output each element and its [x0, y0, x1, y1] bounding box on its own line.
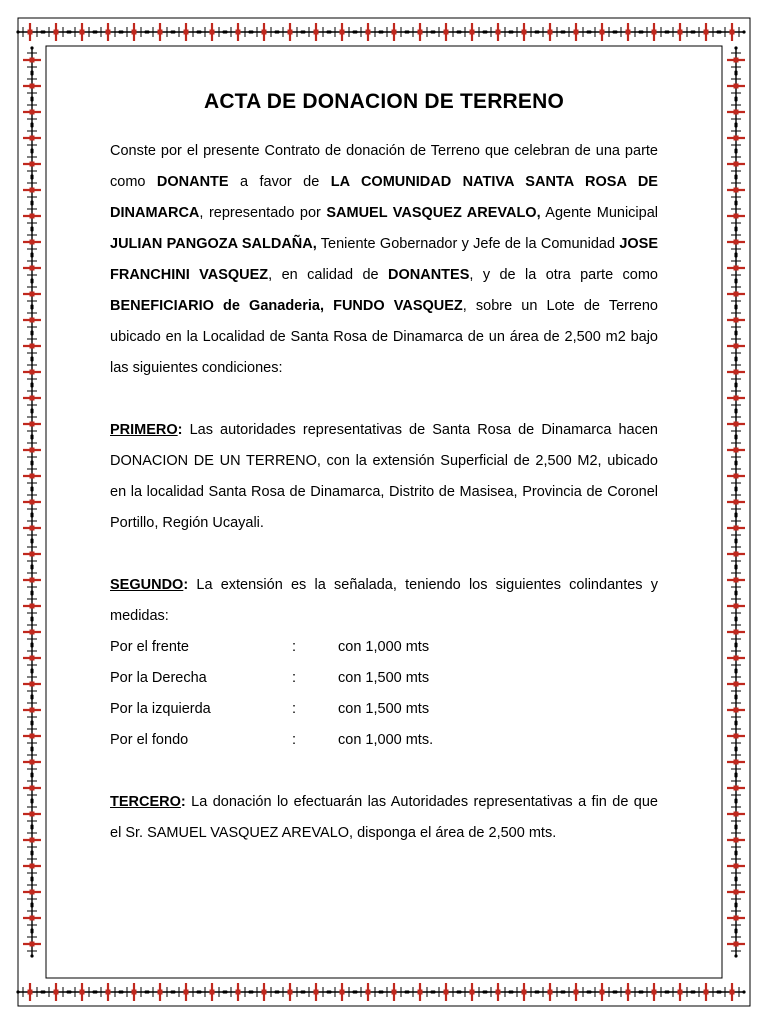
- cross-ornament-icon: [224, 23, 251, 41]
- cross-ornament-icon: [614, 23, 641, 41]
- cross-ornament-icon: [727, 670, 745, 697]
- measure-row: [110, 725, 658, 756]
- cross-ornament-icon: [23, 592, 41, 619]
- cross-ornament-icon: [727, 228, 745, 255]
- cross-ornament-icon: [727, 644, 745, 671]
- measure-side: Por la izquierda: [110, 701, 211, 717]
- cross-ornament-icon: [302, 23, 329, 41]
- cross-ornament-icon: [727, 930, 745, 957]
- cross-ornament-icon: [406, 983, 433, 1001]
- cross-ornament-icon: [302, 983, 329, 1001]
- clause-heading: PRIMERO: [110, 422, 178, 438]
- cross-ornament-icon: [23, 618, 41, 645]
- cross-ornament-icon: [146, 23, 173, 41]
- representative-name: SAMUEL VASQUEZ AREVALO,: [326, 205, 541, 221]
- cross-ornament-icon: [692, 983, 719, 1001]
- cross-ornament-icon: [23, 254, 41, 281]
- cross-ornament-icon: [23, 696, 41, 723]
- measure-value: con 1,000 mts: [338, 639, 430, 655]
- cross-ornament-icon: [42, 983, 69, 1001]
- cross-ornament-icon: [727, 540, 745, 567]
- cross-ornament-icon: [23, 124, 41, 151]
- cross-ornament-icon: [23, 72, 41, 99]
- measure-side: Por la Derecha: [110, 670, 207, 686]
- cross-ornament-icon: [432, 23, 459, 41]
- document-title: ACTA DE DONACION DE TERRENO: [203, 90, 565, 113]
- document-page: [52, 52, 716, 972]
- cross-ornament-icon: [23, 306, 41, 333]
- cross-ornament-icon: [16, 983, 43, 1001]
- cross-ornament-icon: [276, 23, 303, 41]
- measure-separator: :: [292, 732, 297, 748]
- cross-ornament-icon: [23, 436, 41, 463]
- cross-ornament-icon: [727, 904, 745, 931]
- cross-ornament-icon: [588, 23, 615, 41]
- clause-segundo: SEGUNDO: La extensión es la señalada, teniendo los siguientes colindantes y medidas:: [110, 577, 658, 624]
- clause-heading: TERCERO: [110, 794, 181, 810]
- cross-ornament-icon: [666, 983, 693, 1001]
- cross-ornament-icon: [614, 983, 641, 1001]
- cross-ornament-icon: [94, 983, 121, 1001]
- cross-ornament-icon: [718, 983, 745, 1001]
- cross-ornament-icon: [562, 983, 589, 1001]
- cross-ornament-icon: [727, 332, 745, 359]
- cross-ornament-icon: [727, 722, 745, 749]
- cross-ornament-icon: [68, 23, 95, 41]
- beneficiary-name: BENEFICIARIO de Ganaderia, FUNDO VASQUEZ: [110, 298, 463, 314]
- cross-ornament-icon: [23, 202, 41, 229]
- community-name: LA COMUNIDAD NATIVA SANTA ROSA DE DINAMARCA: [110, 174, 658, 221]
- cross-ornament-icon: [458, 23, 485, 41]
- cross-ornament-icon: [23, 852, 41, 879]
- agent-name: JULIAN PANGOZA SALDAÑA,: [110, 236, 317, 252]
- cross-ornament-icon: [23, 46, 41, 73]
- cross-ornament-icon: [23, 878, 41, 905]
- cross-ornament-icon: [727, 46, 745, 73]
- cross-ornament-icon: [328, 983, 355, 1001]
- cross-ornament-icon: [727, 436, 745, 463]
- cross-ornament-icon: [640, 983, 667, 1001]
- cross-ornament-icon: [23, 644, 41, 671]
- cross-ornament-icon: [23, 228, 41, 255]
- cross-ornament-icon: [354, 983, 381, 1001]
- cross-ornament-icon: [23, 358, 41, 385]
- cross-ornament-icon: [23, 332, 41, 359]
- cross-ornament-icon: [42, 23, 69, 41]
- measures-list: [110, 632, 658, 756]
- cross-ornament-icon: [727, 748, 745, 775]
- cross-ornament-icon: [198, 983, 225, 1001]
- cross-ornament-icon: [510, 983, 537, 1001]
- cross-ornament-icon: [23, 514, 41, 541]
- cross-ornament-icon: [727, 826, 745, 853]
- cross-ornament-icon: [562, 23, 589, 41]
- measure-separator: :: [292, 670, 297, 686]
- cross-ornament-icon: [120, 23, 147, 41]
- measure-row: [110, 632, 658, 663]
- cross-ornament-icon: [198, 23, 225, 41]
- cross-ornament-icon: [588, 983, 615, 1001]
- measure-separator: :: [292, 639, 297, 655]
- chief-name: JOSE FRANCHINI VASQUEZ: [110, 236, 658, 283]
- cross-ornament-icon: [23, 462, 41, 489]
- cross-ornament-icon: [16, 23, 43, 41]
- cross-ornament-icon: [727, 72, 745, 99]
- cross-ornament-icon: [68, 983, 95, 1001]
- cross-ornament-icon: [727, 150, 745, 177]
- cross-ornament-icon: [23, 98, 41, 125]
- measure-row: [110, 694, 658, 725]
- cross-ornament-icon: [727, 696, 745, 723]
- measure-separator: :: [292, 701, 297, 717]
- cross-ornament-icon: [727, 800, 745, 827]
- cross-ornament-icon: [23, 176, 41, 203]
- cross-ornament-icon: [23, 410, 41, 437]
- intro-paragraph: Conste por el presente Contrato de donación de Terreno que celebran de una parte como DONANTE a favor de LA COMUNIDAD NATIVA SANTA ROSA DE DINAMARCA, representado por SAMUEL VASQUEZ AREVALO, Agente Municipal JULIAN PANGOZA SALDAÑA, Teniente Gobernador y Jefe de la Comunidad JOSE FRANCHINI VASQUEZ, en calidad de DONANTES, y de la otra parte como BENEFICIARIO de Ganaderia, FUNDO VASQUEZ, sobre un Lote de Terreno ubicado en la Localidad de Santa Rosa de Dinamarca de un área de 2,500 m2 bajo las siguientes condiciones:: [110, 143, 658, 376]
- cross-ornament-icon: [250, 23, 277, 41]
- cross-ornament-icon: [380, 983, 407, 1001]
- cross-ornament-icon: [23, 384, 41, 411]
- cross-ornament-icon: [484, 983, 511, 1001]
- cross-ornament-icon: [23, 904, 41, 931]
- cross-ornament-icon: [276, 983, 303, 1001]
- cross-ornament-icon: [406, 23, 433, 41]
- clause-heading: SEGUNDO: [110, 577, 184, 593]
- cross-ornament-icon: [727, 306, 745, 333]
- cross-ornament-icon: [727, 280, 745, 307]
- cross-ornament-icon: [484, 23, 511, 41]
- cross-ornament-icon: [727, 358, 745, 385]
- cross-ornament-icon: [727, 618, 745, 645]
- measure-side: Por el frente: [110, 639, 189, 655]
- cross-ornament-icon: [172, 983, 199, 1001]
- cross-ornament-icon: [250, 983, 277, 1001]
- clause-primero: PRIMERO: Las autoridades representativas de Santa Rosa de Dinamarca hacen DONACION DE UN TERRENO, con la extensión Superficial de 2,500 M2, ubicado en la localidad Santa Rosa de Dinamarca, Distrito de Masisea, Provincia de Coronel Portillo, Región Ucayali.: [110, 422, 658, 531]
- cross-ornament-icon: [458, 983, 485, 1001]
- cross-ornament-icon: [172, 23, 199, 41]
- donantes-label: DONANTES: [388, 267, 470, 283]
- cross-ornament-icon: [727, 410, 745, 437]
- cross-ornament-icon: [727, 124, 745, 151]
- cross-ornament-icon: [120, 983, 147, 1001]
- cross-ornament-icon: [727, 878, 745, 905]
- cross-ornament-icon: [727, 462, 745, 489]
- cross-ornament-icon: [727, 254, 745, 281]
- cross-ornament-icon: [23, 774, 41, 801]
- cross-ornament-icon: [727, 176, 745, 203]
- measure-value: con 1,500 mts: [338, 701, 430, 717]
- cross-ornament-icon: [23, 566, 41, 593]
- cross-ornament-icon: [536, 983, 563, 1001]
- cross-ornament-icon: [94, 23, 121, 41]
- cross-ornament-icon: [328, 23, 355, 41]
- cross-ornament-icon: [727, 202, 745, 229]
- cross-ornament-icon: [23, 800, 41, 827]
- measure-side: Por el fondo: [110, 732, 189, 748]
- cross-ornament-icon: [432, 983, 459, 1001]
- cross-ornament-icon: [727, 384, 745, 411]
- cross-ornament-icon: [536, 23, 563, 41]
- cross-ornament-icon: [727, 488, 745, 515]
- cross-ornament-icon: [727, 774, 745, 801]
- cross-ornament-icon: [380, 23, 407, 41]
- cross-ornament-icon: [23, 150, 41, 177]
- cross-ornament-icon: [146, 983, 173, 1001]
- cross-ornament-icon: [224, 983, 251, 1001]
- cross-ornament-icon: [23, 722, 41, 749]
- cross-ornament-icon: [727, 514, 745, 541]
- donante-label: DONANTE: [156, 174, 229, 190]
- cross-ornament-icon: [727, 852, 745, 879]
- cross-ornament-icon: [23, 930, 41, 957]
- cross-ornament-icon: [23, 488, 41, 515]
- cross-ornament-icon: [727, 592, 745, 619]
- cross-ornament-icon: [23, 280, 41, 307]
- cross-ornament-icon: [23, 748, 41, 775]
- cross-ornament-icon: [640, 23, 667, 41]
- cross-ornament-icon: [666, 23, 693, 41]
- cross-ornament-icon: [23, 540, 41, 567]
- cross-ornament-icon: [727, 98, 745, 125]
- document-body: [110, 136, 658, 849]
- cross-ornament-icon: [692, 23, 719, 41]
- measure-value: con 1,000 mts.: [338, 732, 434, 748]
- measure-row: [110, 663, 658, 694]
- cross-ornament-icon: [23, 826, 41, 853]
- clause-tercero: TERCERO: La donación lo efectuarán las Autoridades representativas a fin de que el Sr. SAMUEL VASQUEZ AREVALO, disponga el área de 2,500 mts.: [110, 794, 658, 841]
- cross-ornament-icon: [718, 23, 745, 41]
- cross-ornament-icon: [510, 23, 537, 41]
- measure-value: con 1,500 mts: [338, 670, 430, 686]
- cross-ornament-icon: [727, 566, 745, 593]
- cross-ornament-icon: [23, 670, 41, 697]
- cross-ornament-icon: [354, 23, 381, 41]
